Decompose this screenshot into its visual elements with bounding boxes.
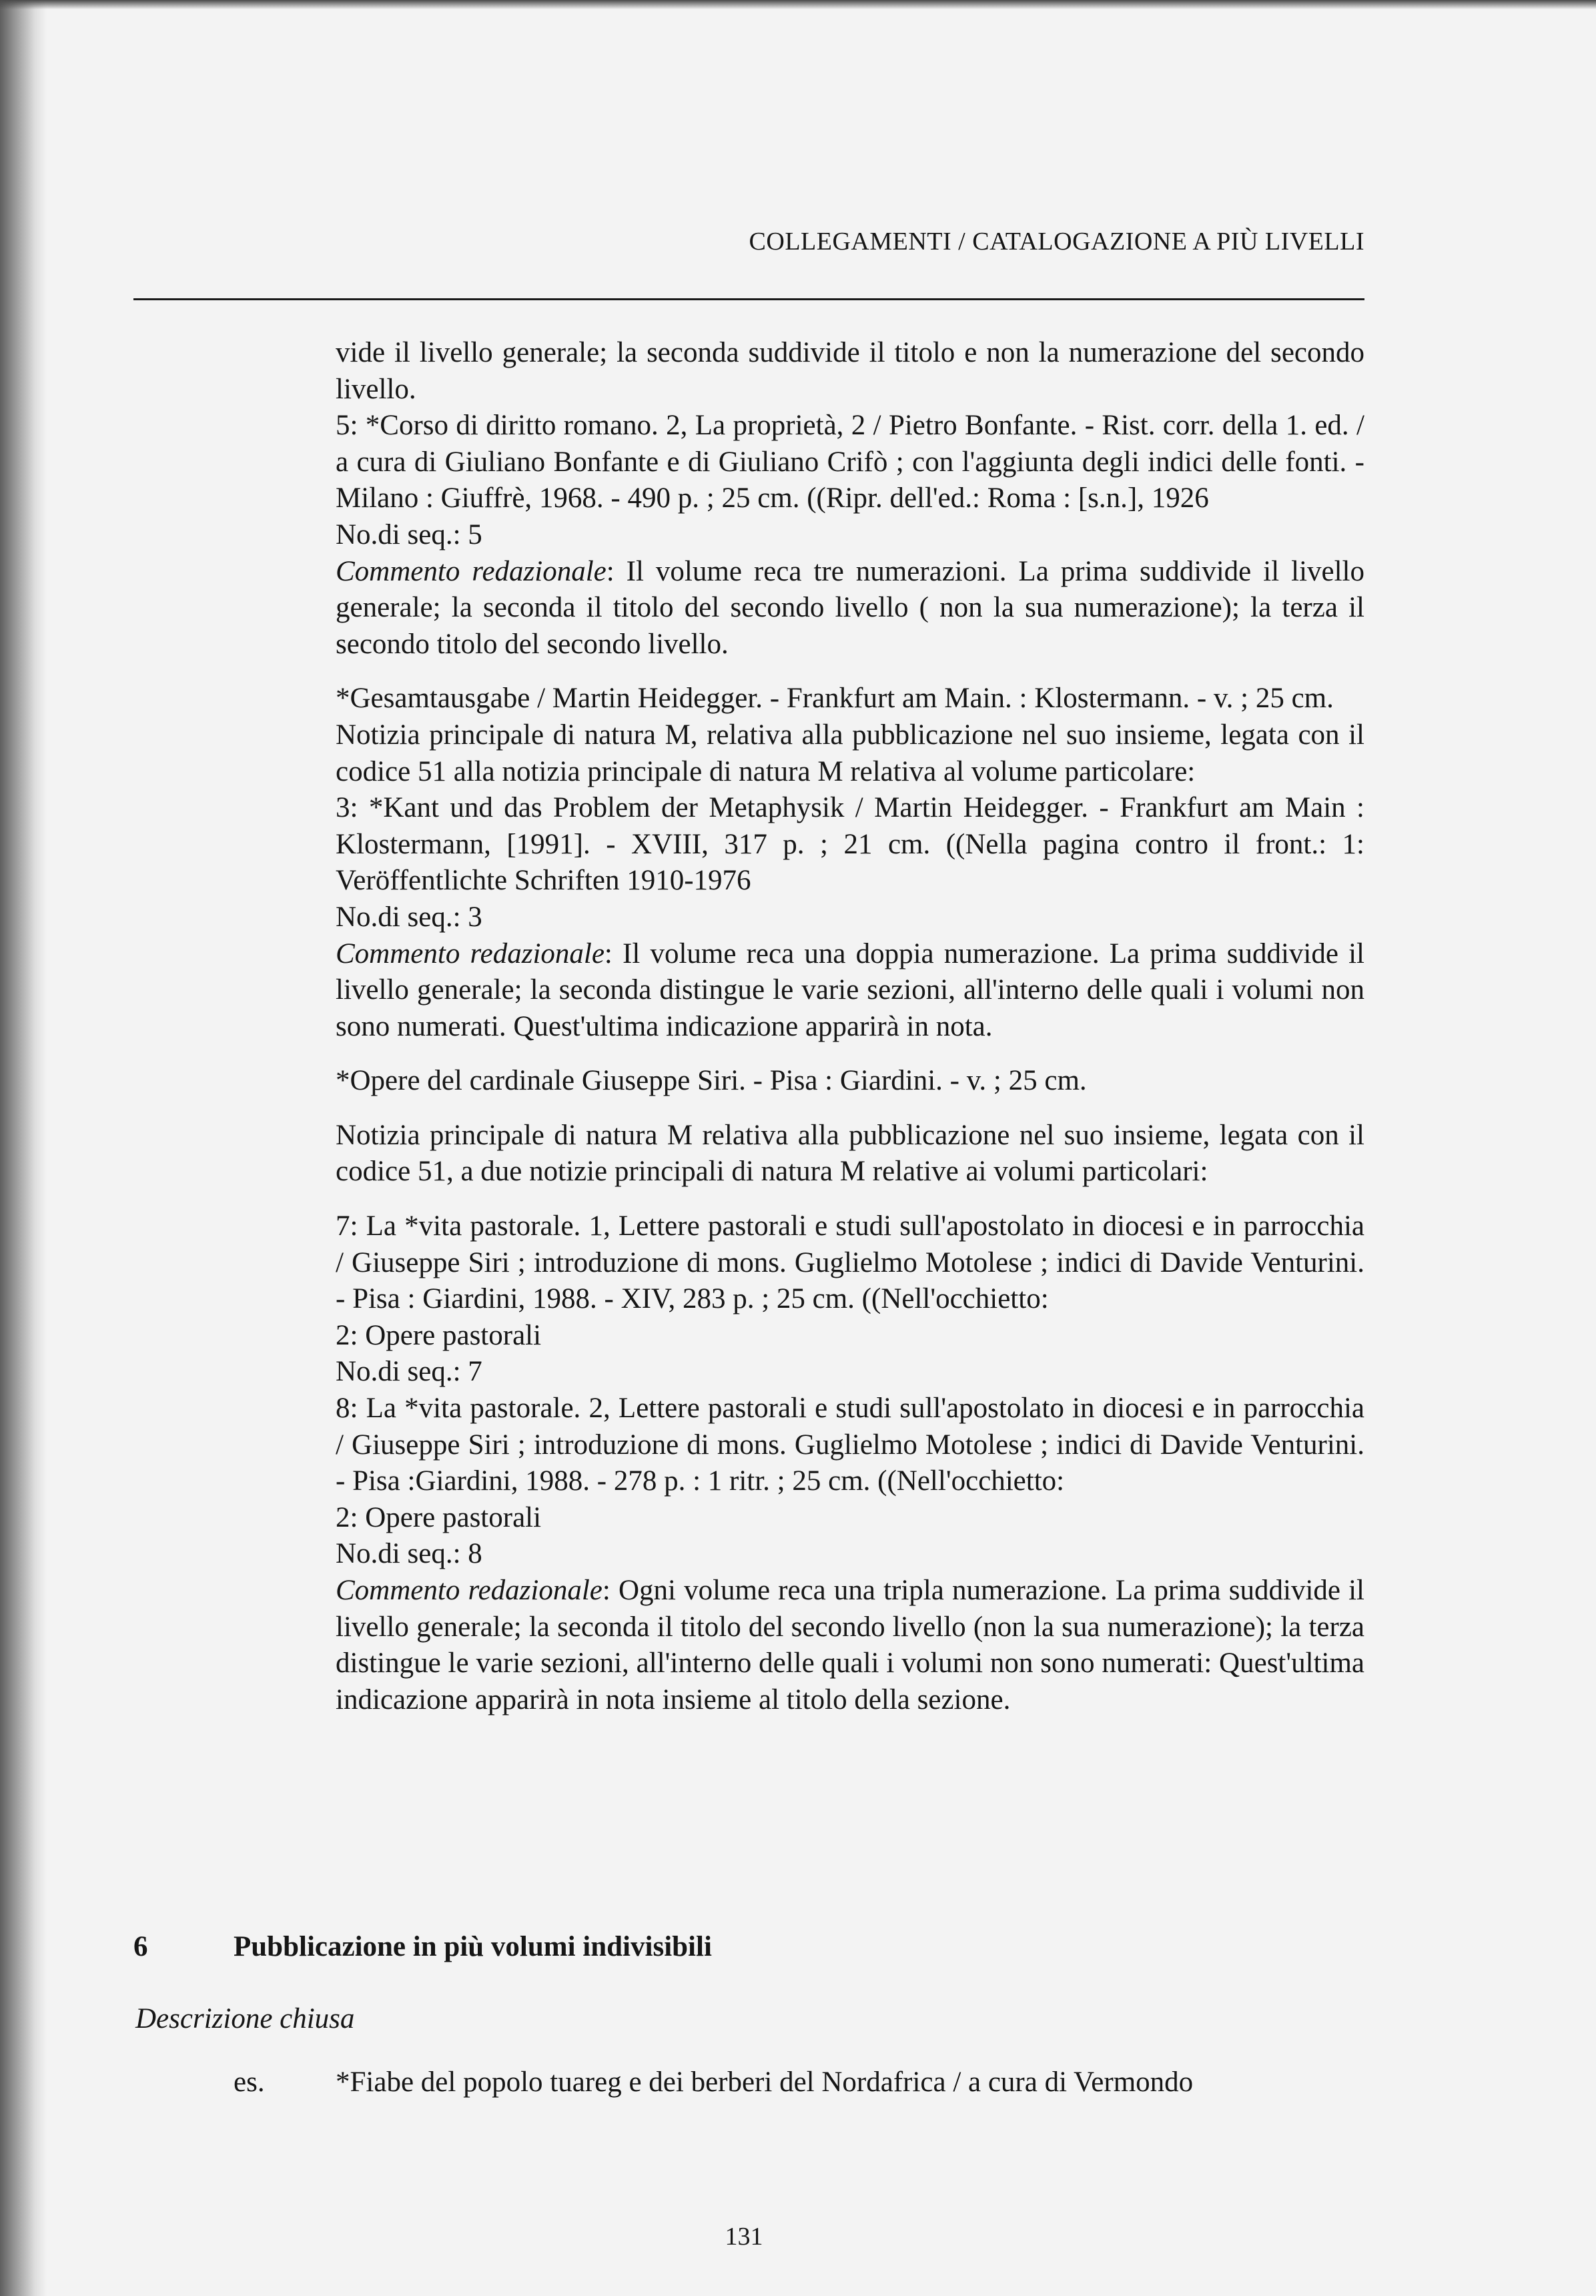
comment-label: Commento redazionale [336,1575,603,1606]
editorial-comment [336,554,1364,663]
comment-text: : Il volume reca una doppia numerazione. La prima suddivide il livello generale; la seconda distingue le varie sezioni, all'interno delle quali i volumi non sono numerati. Quest'ultima indicazione apparirà in nota. [336,937,1364,1042]
editorial-comment [336,936,1364,1046]
sequence-number: No.di seq.: 7 [336,1356,482,1388]
record-gesamtausgabe: *Gesamtausgabe / Martin Heidegger. - Frankfurt am Main. : Klostermann. - v. ; 25 cm. [336,683,1334,715]
editorial-comment [336,1573,1364,1718]
body-text [336,335,1364,1718]
subsection-heading: Descrizione chiusa [135,2003,355,2034]
sequence-number: No.di seq.: 8 [336,1538,482,1570]
record-7: 7: La *vita pastorale. 1, Lettere pastorali e studi sull'apostolato in diocesi e in parrocchia / Giuseppe Siri ; introduzione di mons. Guglielmo Motolese ; indici di Davide Venturini. - Pisa : Giardini, 1988. - XIV, 283 p. ; 25 cm. ((Nell'occhietto: [336,1210,1364,1315]
running-head: COLLEGAMENTI / CATALOGAZIONE A PIÙ LIVELLI [749,228,1364,256]
record-opere-siri: *Opere del cardinale Giuseppe Siri. - Pisa : Giardini. - v. ; 25 cm. [336,1065,1087,1097]
comment-label: Commento redazionale [336,555,607,587]
comment-label: Commento redazionale [336,937,605,970]
comment-text: : Il volume reca tre numerazioni. La prima suddivide il livello generale; la seconda il titolo del secondo livello ( non la sua numerazione); la terza il secondo titolo del secondo livello. [336,555,1364,660]
section-title: Pubblicazione in più volumi indivisibili [234,1931,712,1962]
header-rule [133,298,1364,300]
record-note: 2: Opere pastorali [336,1319,542,1351]
paragraph: vide il livello generale; la seconda suddivide il titolo e non la numerazione del secondo livello. [336,337,1364,405]
paragraph: Notizia principale di natura M relativa alla pubblicazione nel suo insieme, legata con il codice 51, a due notizie principali di natura M relative ai volumi particolari: [336,1119,1364,1188]
top-edge-shadow [0,0,1596,9]
record-5: 5: *Corso di diritto romano. 2, La proprietà, 2 / Pietro Bonfante. - Rist. corr. della 1. ed. / a cura di Giuliano Bonfante e di Giuliano Crifò ; con l'aggiunta degli indici delle fonti. - Milano : Giuffrè, 1968. - 490 p. ; 25 cm. ((Ripr. dell'ed.: Roma : [s.n.], 1926 [336,410,1364,514]
comment-text: : Ogni volume reca una tripla numerazione. La prima suddivide il livello generale; la seconda il titolo del secondo livello (non la sua numerazione); la terza distingue le varie sezioni, all'interno delle quali i volumi non sono numerati: Quest'ultima indicazione apparirà in nota insieme al titolo della sezione. [336,1575,1364,1715]
paragraph: Notizia principale di natura M, relativa alla pubblicazione nel suo insieme, legata con il codice 51 alla notizia principale di natura M relativa al volume particolare: [336,719,1364,787]
binding-shadow [0,0,47,2296]
page-number: 131 [725,2223,763,2251]
record-note: 2: Opere pastorali [336,1501,542,1533]
example-text: *Fiabe del popolo tuareg e dei berberi del Nordafrica / a cura di Vermondo [336,2066,1194,2098]
record-8: 8: La *vita pastorale. 2, Lettere pastorali e studi sull'apostolato in diocesi e in parrocchia / Giuseppe Siri ; introduzione di mons. Guglielmo Motolese ; indici di Davide Venturini. - Pisa :Giardini, 1988. - 278 p. : 1 ritr. ; 25 cm. ((Nell'occhietto: [336,1393,1364,1497]
example-label: es. [234,2066,265,2098]
record-3: 3: *Kant und das Problem der Metaphysik / Martin Heidegger. - Frankfurt am Main : Klostermann, [1991]. - XVIII, 317 p. ; 21 cm. ((Nella pagina contro il front.: 1: Veröffentlichte Schriften 1910-1976 [336,792,1364,897]
sequence-number: No.di seq.: 3 [336,901,482,933]
section-number: 6 [133,1931,148,1962]
sequence-number: No.di seq.: 5 [336,518,482,550]
